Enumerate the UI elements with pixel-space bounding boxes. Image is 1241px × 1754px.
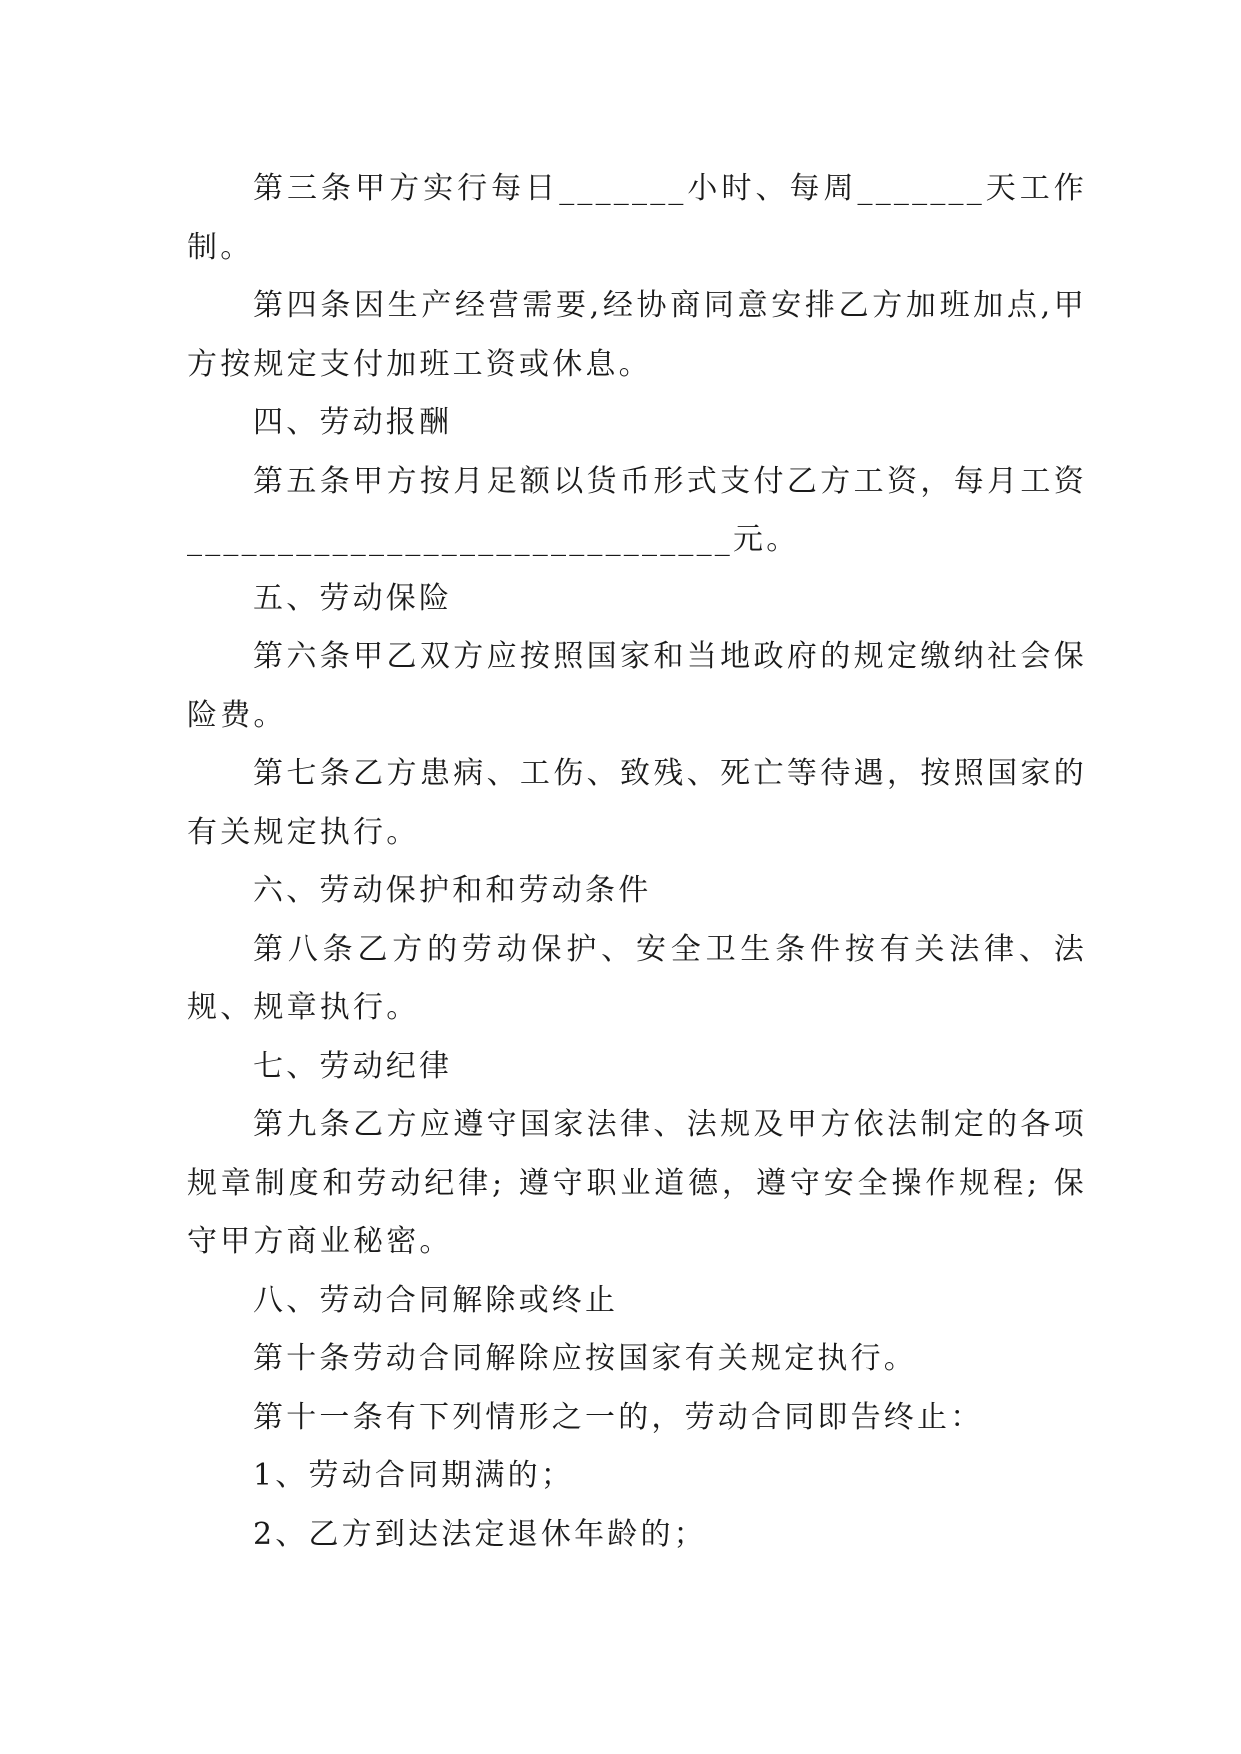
- section-heading-discipline: 七、劳动纪律: [253, 1048, 453, 1084]
- clause-8-safety: 第八条乙方的劳动保护、安全卫生条件按有关法律、法规、规章执行。: [187, 931, 1087, 1025]
- section-heading-insurance: 五、劳动保险: [253, 580, 453, 616]
- clause-11-termination: 第十一条有下列情形之一的，劳动合同即告终止：: [253, 1399, 984, 1435]
- clause-3-working-hours: 第三条甲方实行每日_______小时、每周_______天工作制。: [187, 171, 1087, 265]
- list-item-contract-expired: 1、劳动合同期满的；: [253, 1458, 575, 1493]
- section-heading-termination: 八、劳动合同解除或终止: [253, 1282, 619, 1318]
- document-body: [187, 160, 1087, 1564]
- clause-7-injury-benefits: 第七条乙方患病、工伤、致残、死亡等待遇，按照国家的有关规定执行。: [187, 756, 1087, 850]
- clause-10-dissolution: 第十条劳动合同解除应按国家有关规定执行。: [253, 1341, 917, 1376]
- section-heading-protection: 六、劳动保护和和劳动条件: [253, 873, 652, 908]
- section-heading-remuneration: 四、劳动报酬: [253, 405, 453, 440]
- clause-6-social-insurance: 第六条甲乙双方应按照国家和当地政府的规定缴纳社会保险费。: [187, 639, 1087, 733]
- list-item-retirement-age: 2、乙方到达法定退休年龄的；: [253, 1516, 707, 1552]
- clause-5-wages: 第五条甲方按月足额以货币形式支付乙方工资，每月工资______________________________元。: [187, 463, 1087, 557]
- clause-9-discipline: 第九条乙方应遵守国家法律、法规及甲方依法制定的各项规章制度和劳动纪律; 遵守职业道德，遵守安全操作规程; 保守甲方商业秘密。: [187, 1107, 1087, 1259]
- clause-4-overtime: 第四条因生产经营需要,经协商同意安排乙方加班加点,甲方按规定支付加班工资或休息。: [187, 288, 1087, 382]
